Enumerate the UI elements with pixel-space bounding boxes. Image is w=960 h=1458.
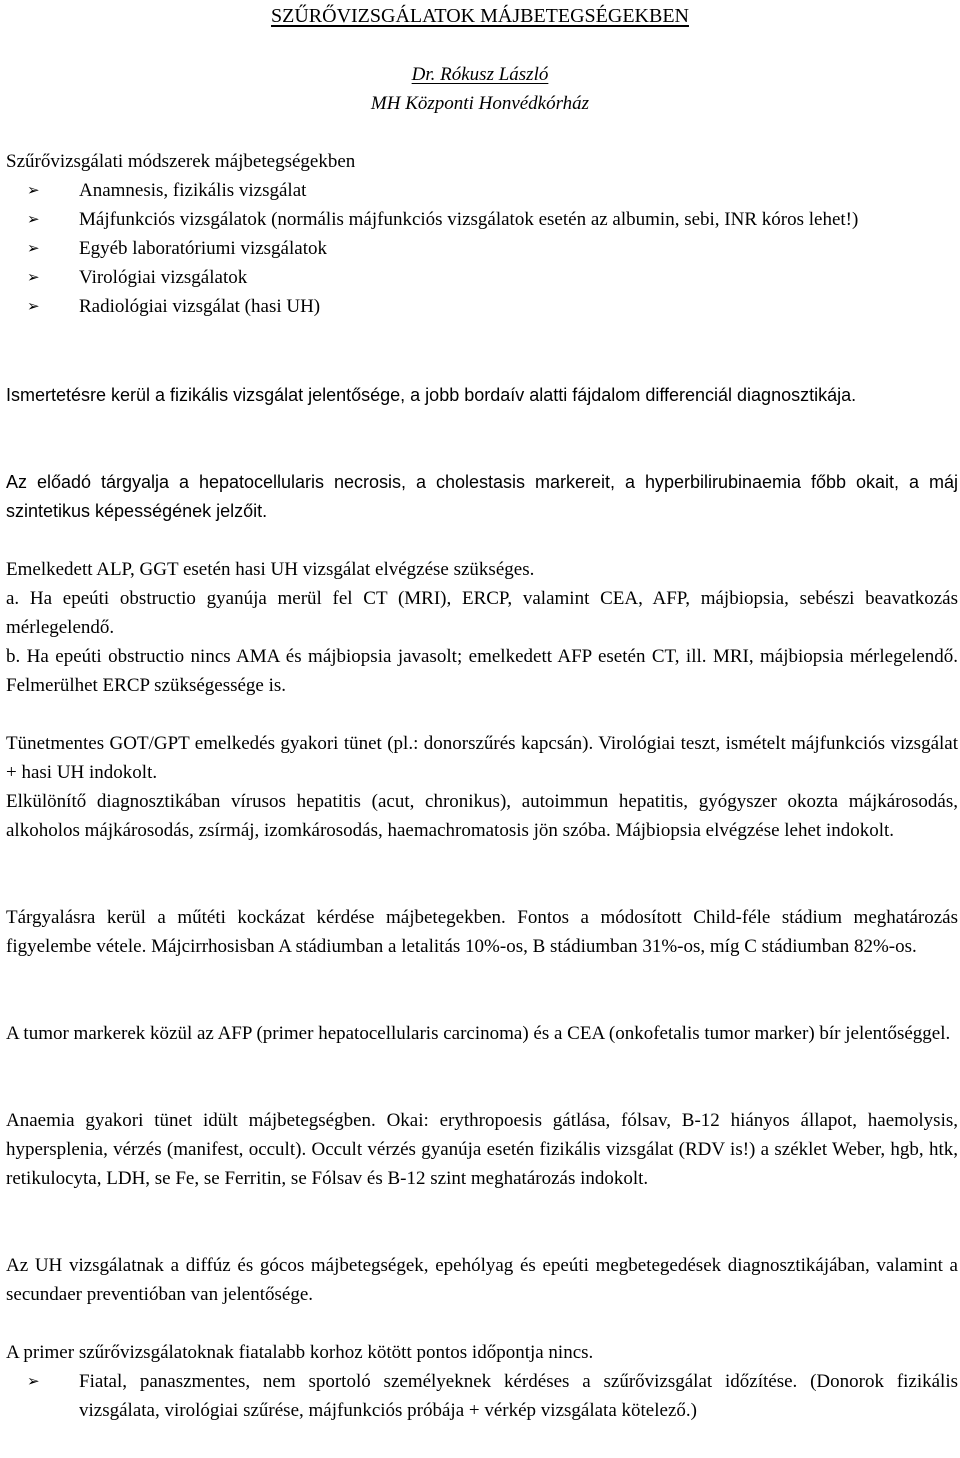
- list-item: ➢ Egyéb laboratóriumi vizsgálatok: [6, 234, 958, 263]
- author-affiliation: MH Központi Honvédkórház: [370, 93, 590, 114]
- methods-list: [6, 176, 958, 321]
- primary-screening-list: [6, 1367, 958, 1425]
- list-item: ➢ Anamnesis, fizikális vizsgálat: [6, 176, 958, 205]
- methods-section: [6, 147, 958, 321]
- list-item: ➢ Radiológiai vizsgálat (hasi UH): [6, 292, 958, 321]
- author-name: Dr. Rókusz László: [411, 64, 549, 85]
- paragraph-physical-exam: Ismertetésre kerül a fizikális vizsgálat jelentősége, a jobb bordaív alatti fájdalom differenciál diagnosztikája.: [6, 385, 857, 405]
- paragraph-differential: Elkülönítő diagnosztikában vírusos hepatitis (acut, chronikus), autoimmun hepatitis, gyógyszer okozta májkárosodás, alkoholos májkárosodás, zsírmáj, izomkárosodás, haemachromatosis jön szóba. Májbiopsia elvégzése lehet indokolt.: [6, 791, 958, 841]
- alp-ggt-line: Emelkedett ALP, GGT esetén hasi UH vizsgálat elvégzése szükséges.: [6, 559, 535, 580]
- alp-ggt-case-b: b. Ha epeúti obstructio nincs AMA és májbiopsia javasolt; emelkedett AFP esetén CT, ill. MRI, májbiopsia mérlegelendő. Felmerülhet ERCP szükségessége is.: [6, 646, 958, 696]
- paragraph-tumor-markers: A tumor markerek közül az AFP (primer hepatocellularis carcinoma) és a CEA (onkofetalis tumor marker) bír jelentőséggel.: [6, 1023, 951, 1044]
- paragraph-ultrasound: Az UH vizsgálatnak a diffúz és gócos májbetegségek, epehólyag és epeúti megbetegedések diagnosztikájában, valamint a secundaer preventióban van jelentősége.: [6, 1255, 958, 1305]
- arrow-bullet-icon: ➢: [27, 297, 40, 315]
- paragraph-alp-ggt: [6, 555, 958, 700]
- alp-ggt-case-a: a. Ha epeúti obstructio gyanúja merül fel CT (MRI), ERCP, valamint CEA, AFP, májbiopsia, sebészi beavatkozás mérlegelendő.: [6, 588, 958, 638]
- paragraph-markers: Az előadó tárgyalja a hepatocellularis necrosis, a cholestasis markereit, a hyperbilirubinaemia főbb okait, a máj szintetikus képességének jelzőit.: [6, 472, 958, 521]
- arrow-bullet-icon: ➢: [27, 239, 40, 257]
- primary-screening-line: A primer szűrővizsgálatoknak fiatalabb korhoz kötött pontos időpontja nincs.: [6, 1342, 594, 1363]
- arrow-bullet-icon: ➢: [27, 210, 40, 228]
- document-title: SZŰRŐVIZSGÁLATOK MÁJBETEGSÉGEKBEN: [271, 5, 689, 27]
- paragraph-anaemia: Anaemia gyakori tünet idült májbetegségben. Okai: erythropoesis gátlása, fólsav, B-12 hiányos állapot, haemolysis, hypersplenia, vérzés (manifest, occult). Occult vérzés gyanúja esetén fizikális vizsgálat (RDV is!) a széklet Weber, hgb, htk, retikulocyta, LDH, se Fe, se Ferritin, se Fólsav és B-12 szint meghatározás indokolt.: [6, 1110, 958, 1189]
- paragraph-primary-screening: [6, 1338, 958, 1425]
- paragraph-got-gpt: Tünetmentes GOT/GPT emelkedés gyakori tünet (pl.: donorszűrés kapcsán). Virológiai teszt, ismételt májfunkciós vizsgálat + hasi UH indokolt.: [6, 733, 958, 783]
- list-item: ➢ Fiatal, panaszmentes, nem sportoló személyeknek kérdéses a szűrővizsgálat időzítése. (Donorok fizikális vizsgálata, virológiai szűrése, májfunkciós próbája + vérkép vizsgálata kötelező.): [6, 1367, 958, 1425]
- list-item: ➢ Májfunkciós vizsgálatok (normális májfunkciós vizsgálatok esetén az albumin, sebi, INR kóros lehet!): [6, 205, 958, 234]
- paragraph-surgical-risk: Tárgyalásra kerül a műtéti kockázat kérdése májbetegekben. Fontos a módosított Child-féle stádium meghatározás figyelembe vétele. Májcirrhosisban A stádiumban a letalitás 10%-os, B stádiumban 31%-os, míg C stádiumban 82%-os.: [6, 907, 958, 957]
- arrow-bullet-icon: ➢: [27, 268, 40, 286]
- arrow-bullet-icon: ➢: [27, 1372, 40, 1390]
- list-item: ➢ Virológiai vizsgálatok: [6, 263, 958, 292]
- arrow-bullet-icon: ➢: [27, 181, 40, 199]
- methods-heading: Szűrővizsgálati módszerek májbetegségekben: [6, 151, 356, 172]
